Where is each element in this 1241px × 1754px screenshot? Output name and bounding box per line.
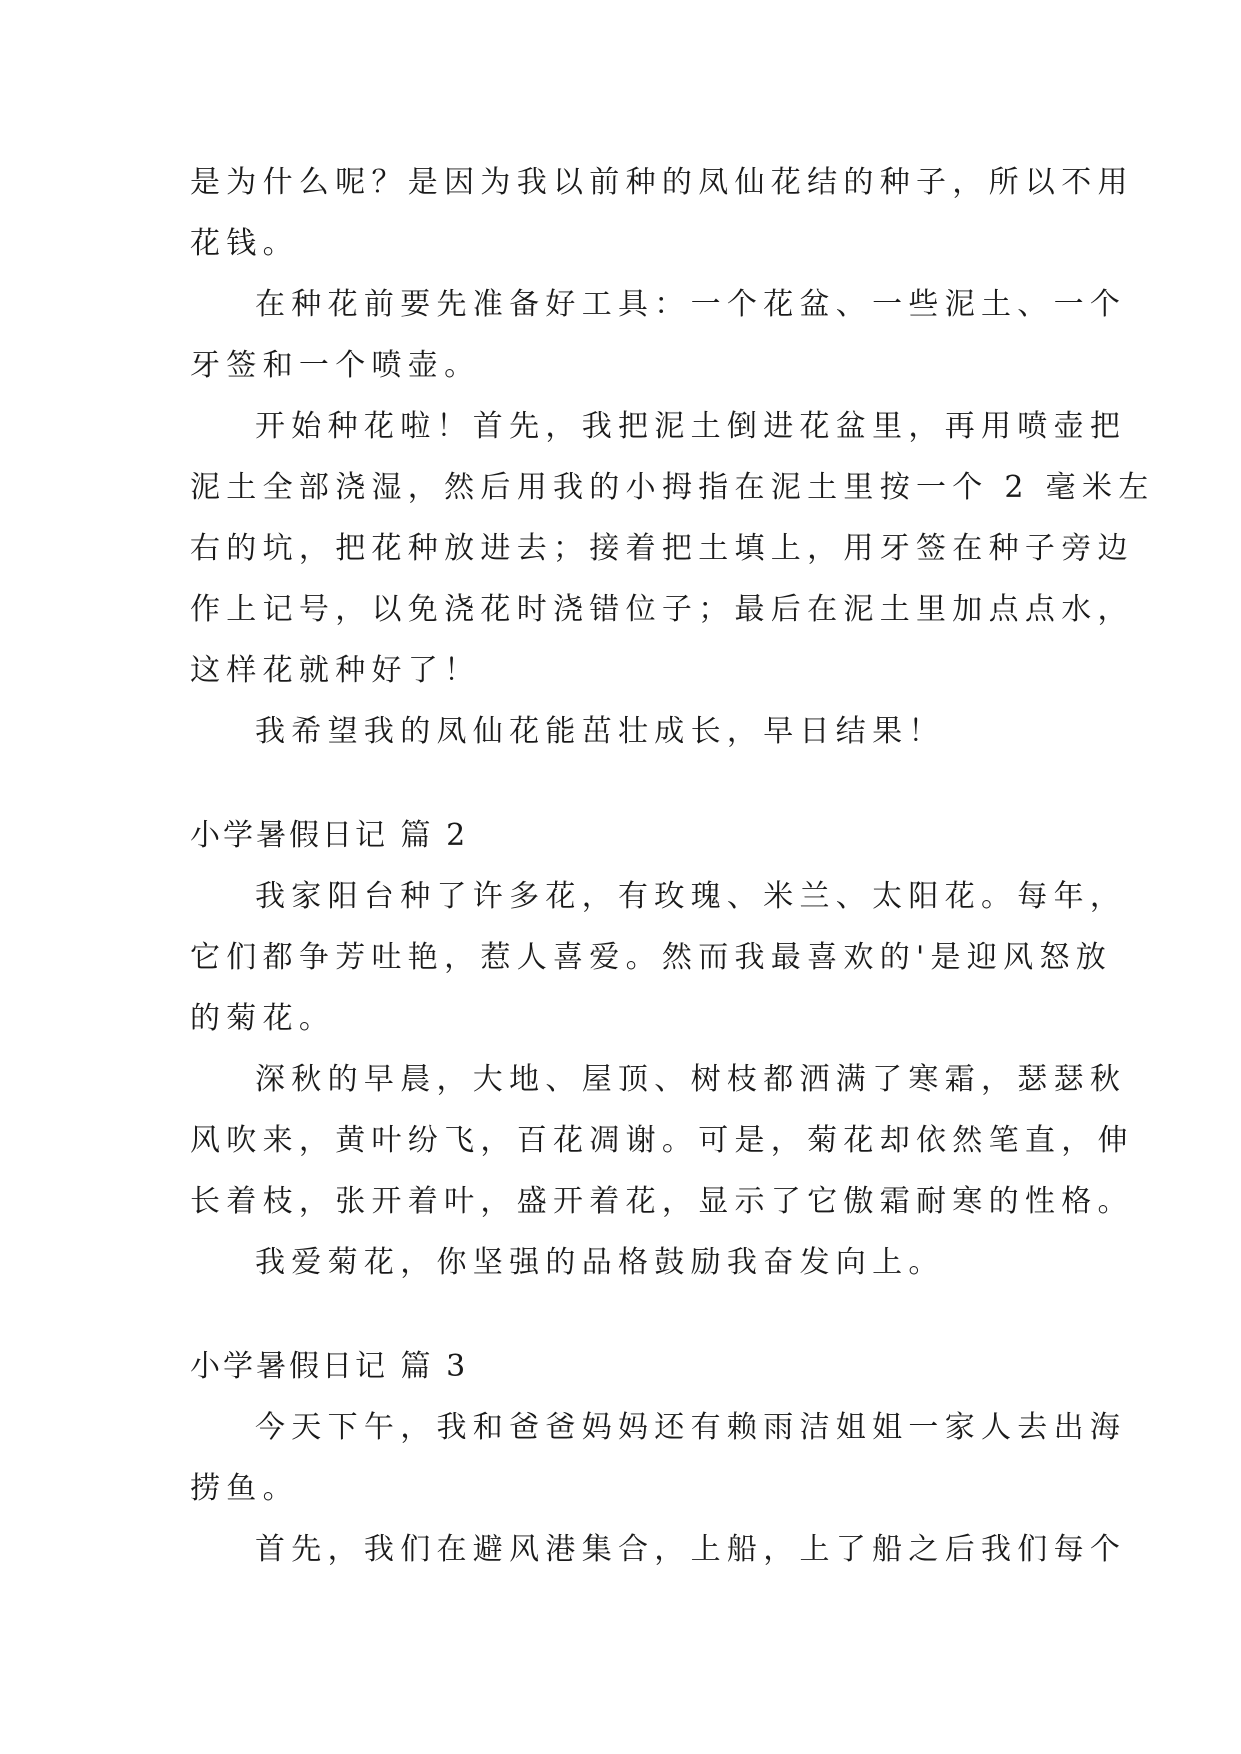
paragraph-line: 在种花前要先准备好工具：一个花盆、一些泥土、一个 (255, 287, 1127, 322)
paragraph-line: 长着枝，张开着叶，盛开着花，显示了它傲霜耐寒的性格。 (190, 1184, 1134, 1219)
paragraph-line: 我爱菊花，你坚强的品格鼓励我奋发向上。 (255, 1245, 945, 1280)
paragraph-line: 首先，我们在避风港集合，上船，上了船之后我们每个 (255, 1532, 1127, 1567)
paragraph-line: 我希望我的凤仙花能茁壮成长，早日结果！ (255, 714, 945, 749)
paragraph-line: 我家阳台种了许多花，有玫瑰、米兰、太阳花。每年， (255, 879, 1127, 914)
paragraph-line: 作上记号，以免浇花时浇错位子；最后在泥土里加点点水， (190, 592, 1134, 627)
section-heading: 小学暑假日记 篇 3 (190, 1349, 469, 1384)
paragraph-line: 右的坑，把花种放进去；接着把土填上，用牙签在种子旁边 (190, 531, 1134, 566)
section-heading: 小学暑假日记 篇 2 (190, 818, 469, 853)
paragraph-line: 这样花就种好了！ (190, 653, 481, 688)
paragraph-line: 泥土全部浇湿，然后用我的小拇指在泥土里按一个 2 毫米左 (190, 470, 1155, 505)
paragraph-line: 捞鱼。 (190, 1471, 299, 1506)
paragraph-line: 深秋的早晨，大地、屋顶、树枝都洒满了寒霜，瑟瑟秋 (255, 1062, 1127, 1097)
paragraph-line: 花钱。 (190, 226, 299, 261)
paragraph-line: 的菊花。 (190, 1001, 336, 1036)
paragraph-line: 今天下午，我和爸爸妈妈还有赖雨洁姐姐一家人去出海 (255, 1410, 1127, 1445)
paragraph-line: 开始种花啦！首先，我把泥土倒进花盆里，再用喷壶把 (255, 409, 1127, 444)
paragraph-line: 它们都争芳吐艳，惹人喜爱。然而我最喜欢的'是迎风怒放 (190, 940, 1113, 975)
paragraph-line: 风吹来，黄叶纷飞，百花凋谢。可是，菊花却依然笔直，伸 (190, 1123, 1134, 1158)
paragraph-line: 是为什么呢？是因为我以前种的凤仙花结的种子，所以不用 (190, 165, 1134, 200)
paragraph-line: 牙签和一个喷壶。 (190, 348, 481, 383)
